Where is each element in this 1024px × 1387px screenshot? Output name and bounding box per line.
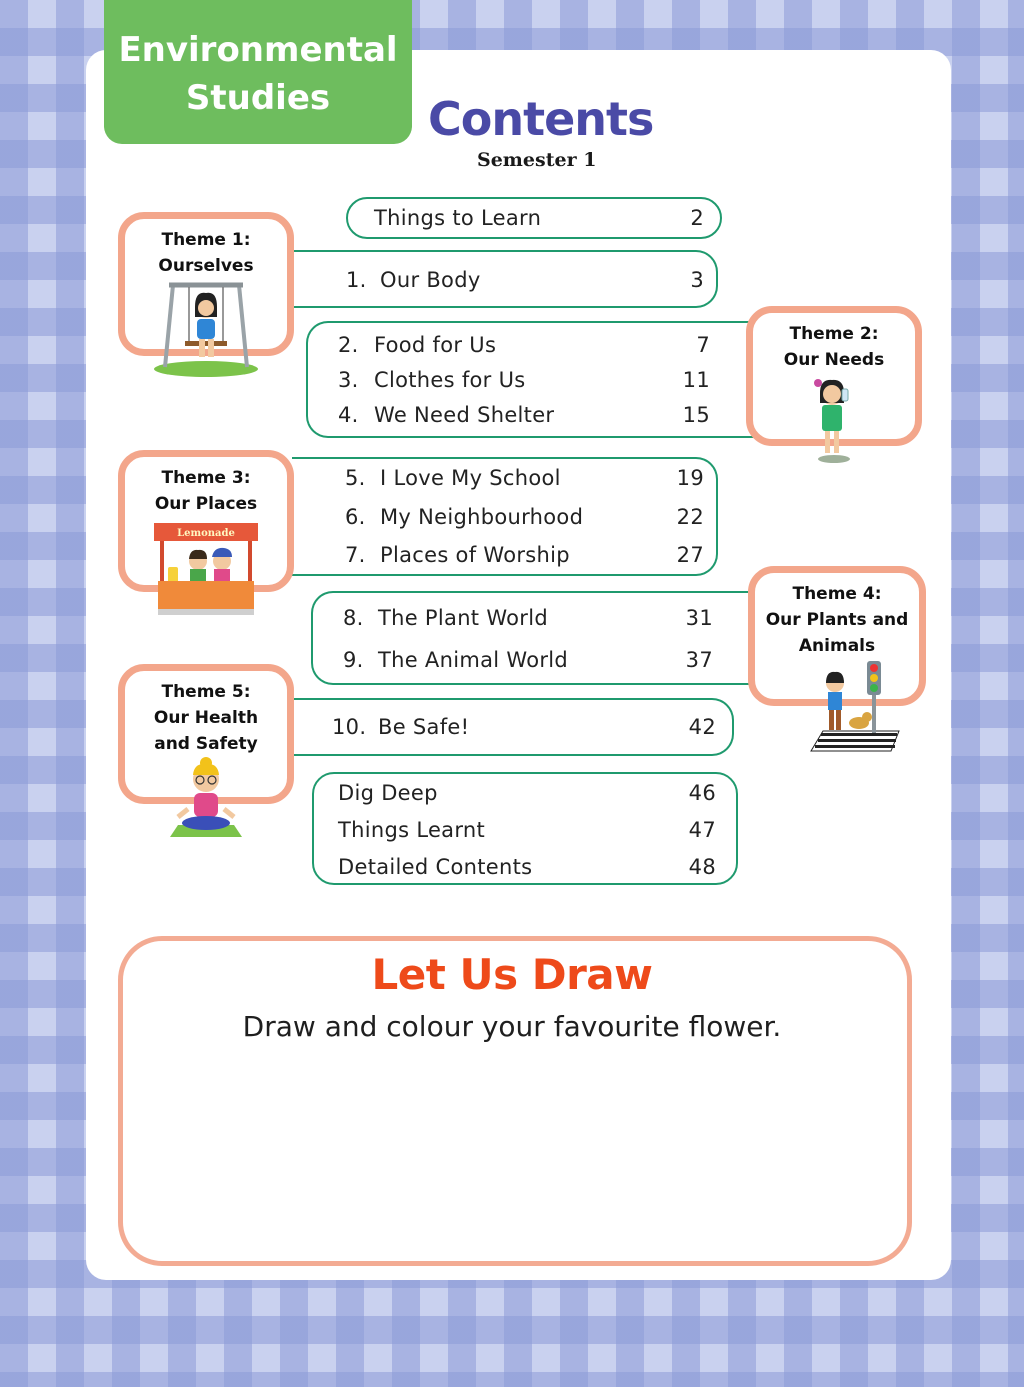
toc-entry-number: 7. [345,543,366,567]
toc-entry-page: 15 [682,403,710,427]
toc-entry-page: 37 [685,648,713,672]
theme-2-title: Theme 2: [789,324,879,344]
toc-entry-4[interactable] [308,397,756,433]
child-doing-yoga-illustration [166,755,246,843]
toc-entry-page: 48 [688,855,716,879]
girl-drinking-water-illustration [804,375,864,465]
toc-entry-page: 7 [696,333,710,357]
toc-entry-dig-deep[interactable] [314,775,736,811]
toc-entry-label: Things to Learn [374,206,542,230]
theme5-chapters-box [292,698,734,756]
toc-entry-label: We Need Shelter [374,403,555,427]
theme1-chapters-box [292,250,718,308]
activity-instruction: Draw and colour your favourite flower. [242,1010,782,1043]
lemonade-stall-illustration [150,517,262,621]
toc-entry-things-learnt[interactable] [314,812,736,848]
toc-entry-label: Clothes for Us [374,368,526,392]
theme-4-card [748,566,926,706]
theme-3-name: Our Places [154,494,258,514]
theme-2-card [746,306,922,446]
theme-3-card [118,450,294,592]
toc-entry-page: 22 [676,505,704,529]
extras-box [312,772,738,885]
theme-5-name-line2: and Safety [154,734,258,754]
toc-entry-detailed-contents[interactable] [314,849,736,885]
toc-entry-label: Be Safe! [378,715,470,739]
toc-entry-label: The Animal World [378,648,569,672]
page-title: Contents [428,92,654,146]
toc-entry-number: 1. [346,268,367,292]
toc-entry-label: The Plant World [378,606,548,630]
semester-label: Semester 1 [477,149,597,171]
theme3-chapters-box [292,457,718,576]
toc-entry-page: 31 [685,606,713,630]
toc-entry-10[interactable] [292,709,732,745]
toc-entry-3[interactable] [308,362,756,398]
toc-entry-page: 47 [688,818,716,842]
toc-entry-page: 46 [688,781,716,805]
theme-5-name-line1: Our Health [153,708,259,728]
toc-entry-page: 19 [676,466,704,490]
theme-1-name: Ourselves [158,256,254,276]
toc-entry-label: My Neighbourhood [380,505,584,529]
toc-entry-label: Food for Us [374,333,497,357]
subject-tab [104,0,412,144]
theme4-chapters-box [311,591,757,685]
toc-entry-page: 42 [688,715,716,739]
toc-entry-page: 2 [690,206,704,230]
toc-entry-label: Dig Deep [338,781,438,805]
theme-1-card [118,212,294,356]
toc-entry-label: Things Learnt [338,818,486,842]
theme-3-title: Theme 3: [161,468,251,488]
girl-on-swing-illustration [151,277,261,377]
toc-entry-number: 3. [338,368,359,392]
theme-4-name-line1: Our Plants and [765,610,909,630]
theme-1-title: Theme 1: [161,230,251,250]
toc-entry-1[interactable] [292,262,716,298]
toc-entry-label: I Love My School [380,466,561,490]
theme-5-title: Theme 5: [161,682,251,702]
toc-entry-intro[interactable] [348,200,720,236]
toc-entry-number: 9. [343,648,364,672]
girl-with-dog-at-crossing-illustration [801,657,901,757]
toc-entry-label: Our Body [380,268,481,292]
toc-entry-page: 3 [690,268,704,292]
toc-entry-9[interactable] [313,642,757,678]
toc-entry-number: 10. [332,715,367,739]
subject-line-1: Environmental [118,30,398,70]
intro-box [346,197,722,239]
theme-2-name: Our Needs [783,350,885,370]
toc-entry-6[interactable] [292,499,716,535]
toc-entry-number: 8. [343,606,364,630]
subject-line-2: Studies [185,78,331,118]
toc-entry-number: 5. [345,466,366,490]
toc-entry-5[interactable] [292,460,716,496]
toc-entry-2[interactable] [308,327,756,363]
toc-entry-label: Places of Worship [380,543,570,567]
toc-entry-page: 11 [682,368,710,392]
theme-4-name-line2: Animals [798,636,876,656]
toc-entry-number: 6. [345,505,366,529]
toc-entry-7[interactable] [292,537,716,573]
toc-entry-number: 2. [338,333,359,357]
toc-entry-label: Detailed Contents [338,855,533,879]
theme2-chapters-box [306,321,756,438]
activity-title: Let Us Draw [371,950,653,999]
theme-5-card [118,664,294,804]
toc-entry-number: 4. [338,403,359,427]
toc-entry-page: 27 [676,543,704,567]
lemonade-sign-text: Lemonade [177,528,235,539]
toc-entry-8[interactable] [313,600,757,636]
theme-4-title: Theme 4: [792,584,882,604]
